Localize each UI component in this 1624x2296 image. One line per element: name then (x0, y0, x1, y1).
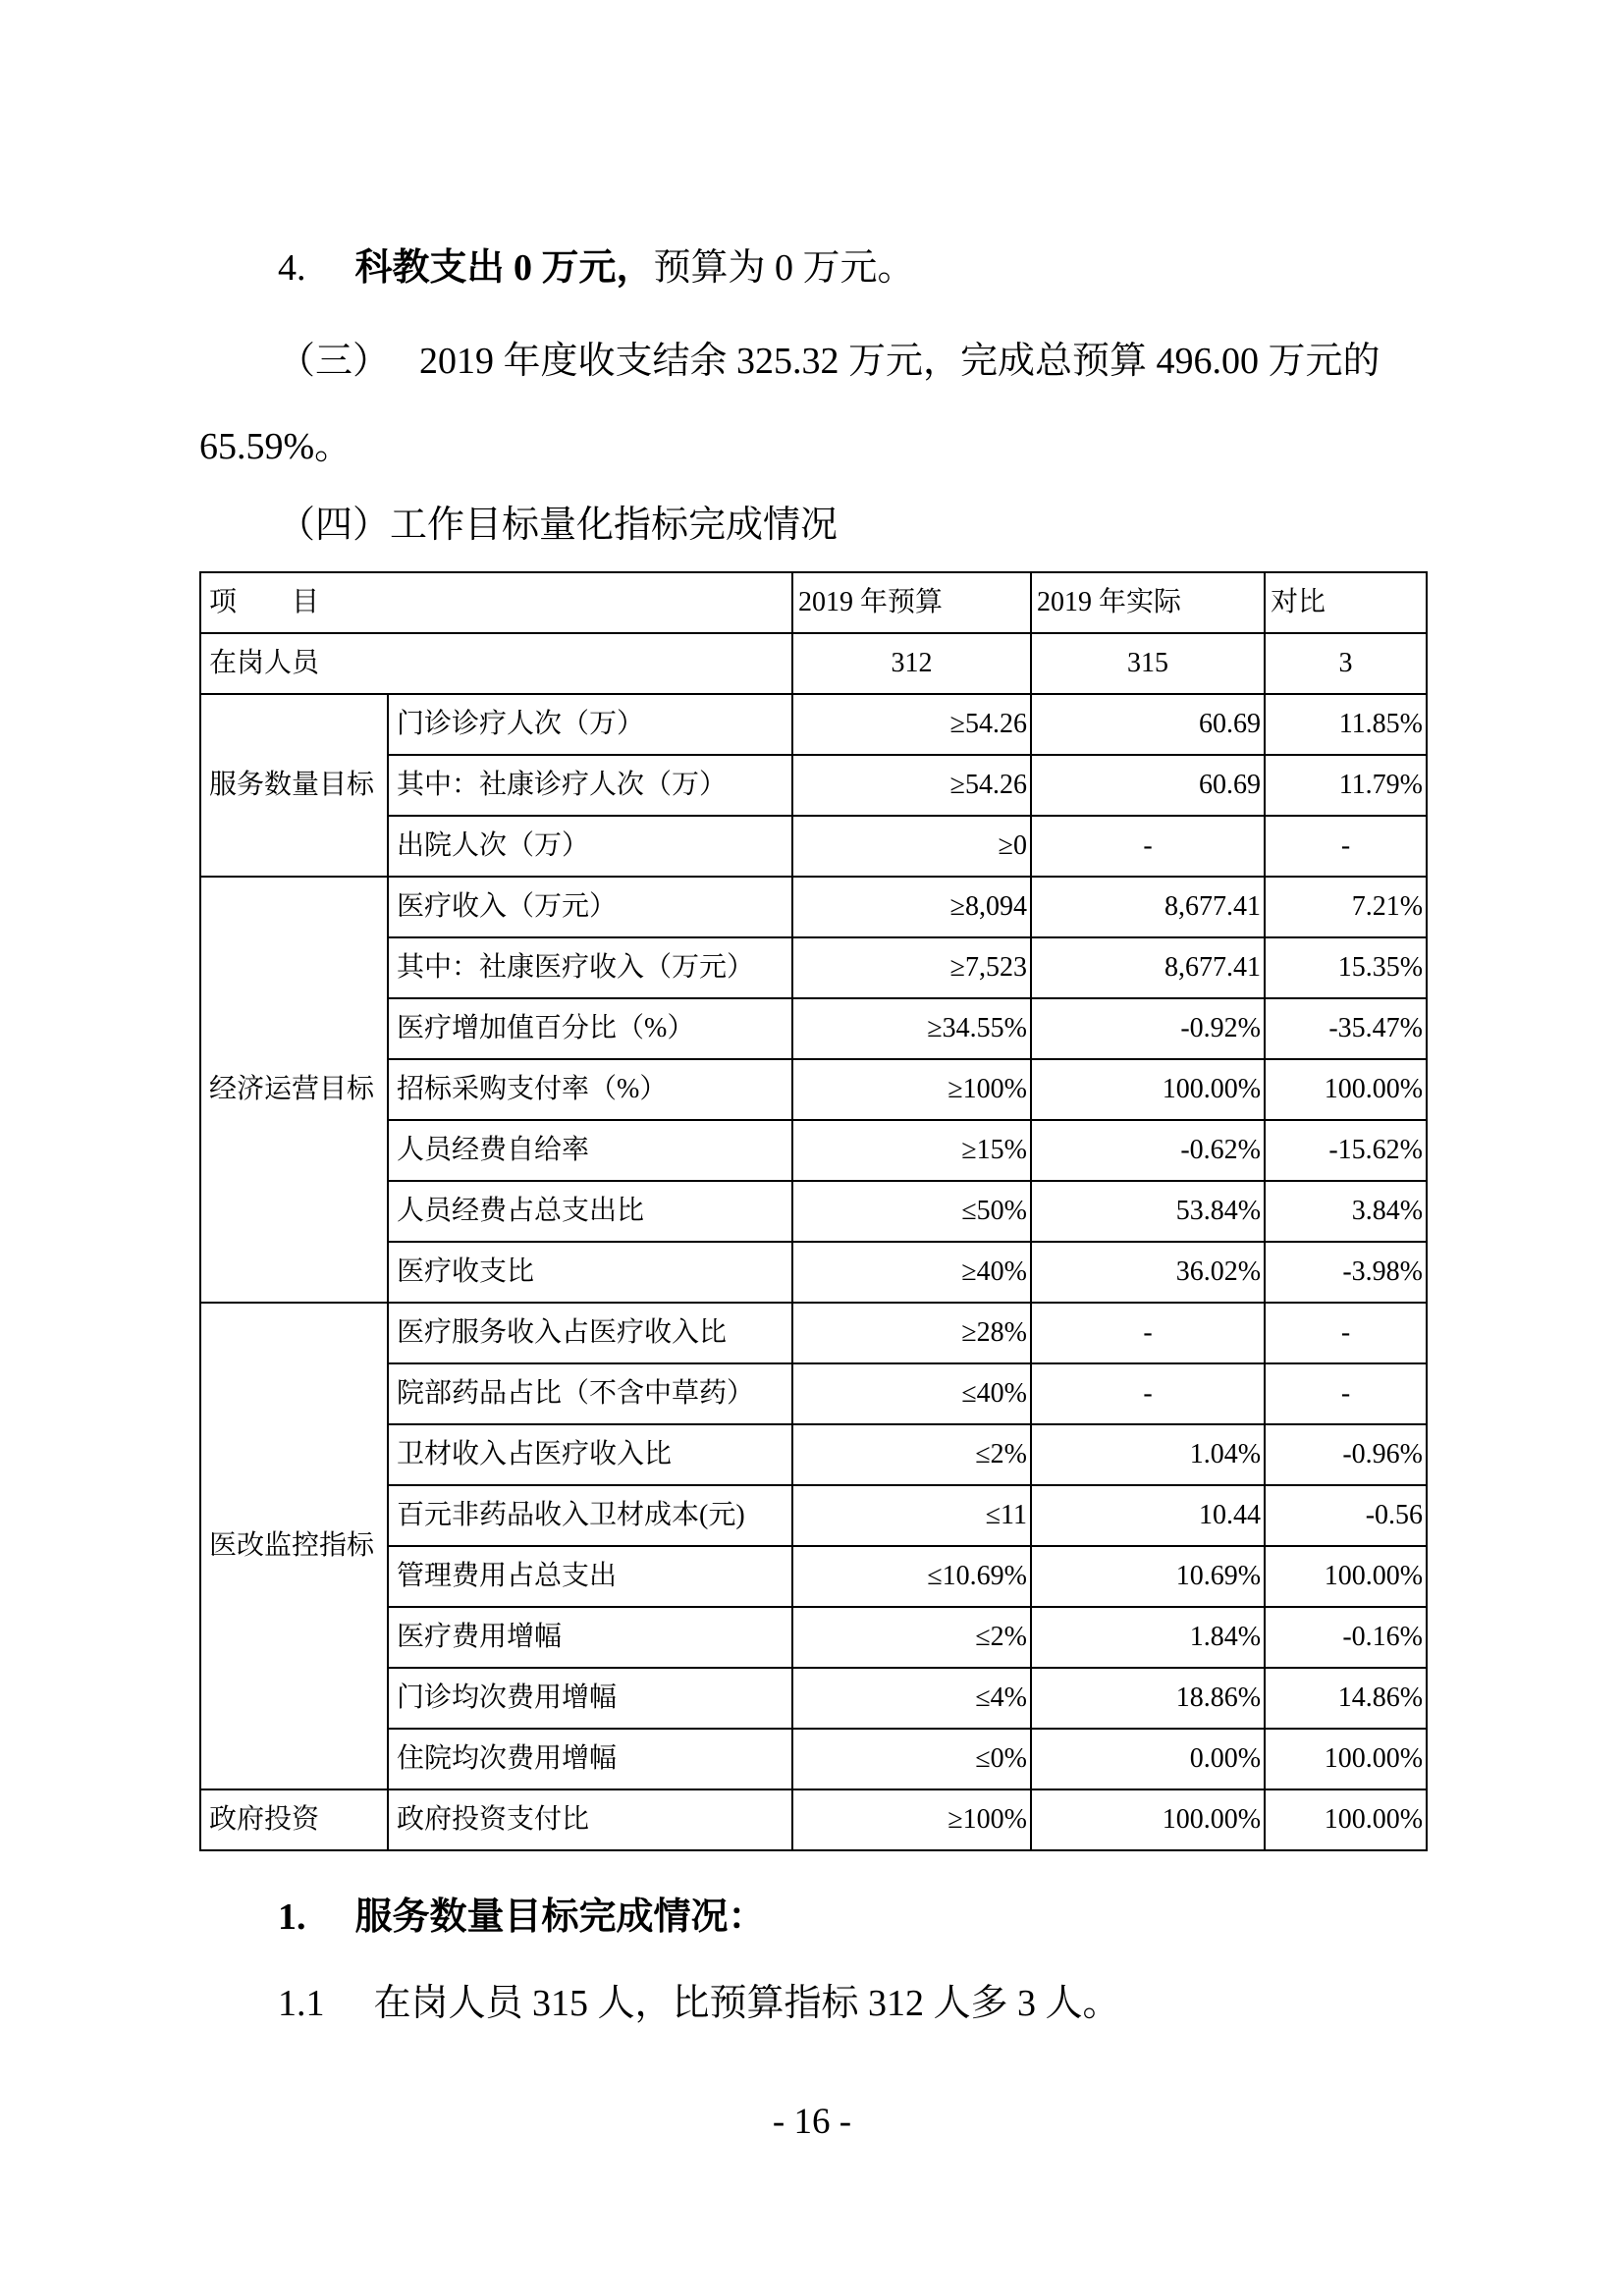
cell-compare: - (1265, 1303, 1427, 1363)
cell-compare: -35.47% (1265, 998, 1427, 1059)
cell-actual: 10.69% (1031, 1546, 1265, 1607)
cell-budget: ≤0% (792, 1729, 1031, 1789)
cell-item: 百元非药品收入卫材成本(元) (388, 1485, 792, 1546)
cell-actual: 60.69 (1031, 694, 1265, 755)
cell-item: 卫材收入占医疗收入比 (388, 1424, 792, 1485)
cell-budget: 312 (792, 633, 1031, 694)
cell-actual: 60.69 (1031, 755, 1265, 816)
cell-actual: 53.84% (1031, 1181, 1265, 1242)
cell-actual: 0.00% (1031, 1729, 1265, 1789)
cell-compare: - (1265, 816, 1427, 877)
table-header-row (200, 572, 1427, 633)
group-label: 服务数量目标 (200, 694, 388, 877)
cell-actual: 8,677.41 (1031, 937, 1265, 998)
cell-compare: 11.79% (1265, 755, 1427, 816)
cell-actual: 100.00% (1031, 1059, 1265, 1120)
cell-compare: 3.84% (1265, 1181, 1427, 1242)
cell-actual: 100.00% (1031, 1789, 1265, 1850)
cell-budget: ≥100% (792, 1789, 1031, 1850)
cell-budget: ≥8,094 (792, 877, 1031, 937)
cell-item: 医疗增加值百分比（%） (388, 998, 792, 1059)
section-title: 服务数量目标完成情况： (354, 1896, 766, 1938)
cell-budget: ≥0 (792, 816, 1031, 877)
cell-item: 住院均次费用增幅 (388, 1729, 792, 1789)
page-number: - 16 - (772, 2102, 852, 2142)
cell-actual: -0.62% (1031, 1120, 1265, 1181)
cell-compare: -15.62% (1265, 1120, 1427, 1181)
cell-budget: ≥15% (792, 1120, 1031, 1181)
paragraph-science-education (199, 245, 1436, 293)
cell-compare: -0.56 (1265, 1485, 1427, 1546)
cell-item: 医疗费用增幅 (388, 1607, 792, 1668)
cell-budget: ≤40% (792, 1363, 1031, 1424)
paragraph-text: 在岗人员 315 人，比预算指标 312 人多 3 人。 (373, 1983, 1120, 2024)
cell-item: 人员经费占总支出比 (388, 1181, 792, 1242)
cell-budget: ≥54.26 (792, 694, 1031, 755)
quant-indicators-table (199, 571, 1428, 1851)
paragraph-number: 1.1 (278, 1983, 325, 2024)
heading-quant-indicators (199, 503, 1436, 550)
paragraph-balance-line1 (199, 339, 1436, 386)
cell-compare: 100.00% (1265, 1546, 1427, 1607)
cell-actual: - (1031, 816, 1265, 877)
cell-actual: 8,677.41 (1031, 877, 1265, 937)
paragraph-rest-text: 预算为 0 万元。 (653, 247, 915, 289)
cell-actual: 10.44 (1031, 1485, 1265, 1546)
paragraph-staff-count (199, 1981, 1436, 2028)
cell-compare: 100.00% (1265, 1059, 1427, 1120)
cell-item: 医疗收入（万元） (388, 877, 792, 937)
cell-item: 门诊诊疗人次（万） (388, 694, 792, 755)
cell-actual: 18.86% (1031, 1668, 1265, 1729)
cell-compare: -3.98% (1265, 1242, 1427, 1303)
cell-budget: ≤4% (792, 1668, 1031, 1729)
header-budget: 2019 年预算 (792, 572, 1031, 633)
paragraph-balance-line2 (199, 424, 1436, 471)
cell-budget: ≤10.69% (792, 1546, 1031, 1607)
group-label: 经济运营目标 (200, 877, 388, 1303)
cell-item: 人员经费自给率 (388, 1120, 792, 1181)
cell-item: 其中：社康诊疗人次（万） (388, 755, 792, 816)
cell-item: 出院人次（万） (388, 816, 792, 877)
table-row (200, 694, 1427, 755)
table-row (200, 1789, 1427, 1850)
cell-compare: 11.85% (1265, 694, 1427, 755)
cell-compare: 14.86% (1265, 1668, 1427, 1729)
cell-budget: ≤2% (792, 1607, 1031, 1668)
heading-text: （四）工作目标量化指标完成情况 (278, 505, 839, 546)
cell-budget: ≥40% (792, 1242, 1031, 1303)
paragraph-prefix: （三） (278, 341, 391, 382)
cell-actual: 36.02% (1031, 1242, 1265, 1303)
cell-compare: -0.96% (1265, 1424, 1427, 1485)
cell-item: 院部药品占比（不含中草药） (388, 1363, 792, 1424)
table-row-staff (200, 633, 1427, 694)
header-item: 项 目 (200, 572, 792, 633)
cell-item: 门诊均次费用增幅 (388, 1668, 792, 1729)
cell-actual: 1.04% (1031, 1424, 1265, 1485)
cell-budget: ≥34.55% (792, 998, 1031, 1059)
group-label: 医改监控指标 (200, 1303, 388, 1789)
cell-item: 在岗人员 (200, 633, 792, 694)
header-compare: 对比 (1265, 572, 1427, 633)
cell-budget: ≥28% (792, 1303, 1031, 1363)
table-row (200, 1303, 1427, 1363)
cell-budget: ≥7,523 (792, 937, 1031, 998)
cell-compare: 15.35% (1265, 937, 1427, 998)
cell-budget: ≥54.26 (792, 755, 1031, 816)
cell-item: 招标采购支付率（%） (388, 1059, 792, 1120)
group-label: 政府投资 (200, 1789, 388, 1850)
cell-item: 医疗服务收入占医疗收入比 (388, 1303, 792, 1363)
cell-compare: 3 (1265, 633, 1427, 694)
cell-item: 医疗收支比 (388, 1242, 792, 1303)
cell-actual: 1.84% (1031, 1607, 1265, 1668)
cell-compare: 100.00% (1265, 1729, 1427, 1789)
cell-item: 其中：社康医疗收入（万元） (388, 937, 792, 998)
cell-compare: 100.00% (1265, 1789, 1427, 1850)
header-actual: 2019 年实际 (1031, 572, 1265, 633)
paragraph-bold-text: 科教支出 0 万元， (354, 247, 654, 289)
paragraph-text: 65.59%。 (199, 426, 352, 467)
cell-compare: - (1265, 1363, 1427, 1424)
cell-item: 管理费用占总支出 (388, 1546, 792, 1607)
section-number: 1. (278, 1896, 306, 1938)
cell-item: 政府投资支付比 (388, 1789, 792, 1850)
cell-compare: -0.16% (1265, 1607, 1427, 1668)
paragraph-text: 2019 年度收支结余 325.32 万元，完成总预算 496.00 万元的 (419, 341, 1380, 382)
cell-budget: ≤2% (792, 1424, 1031, 1485)
section-heading-service-targets (199, 1895, 1436, 1942)
cell-actual: 315 (1031, 633, 1265, 694)
cell-actual: - (1031, 1303, 1265, 1363)
cell-compare: 7.21% (1265, 877, 1427, 937)
cell-budget: ≤50% (792, 1181, 1031, 1242)
paragraph-number: 4. (278, 247, 306, 289)
cell-budget: ≥100% (792, 1059, 1031, 1120)
table-row (200, 877, 1427, 937)
cell-budget: ≤11 (792, 1485, 1031, 1546)
cell-actual: -0.92% (1031, 998, 1265, 1059)
cell-actual: - (1031, 1363, 1265, 1424)
